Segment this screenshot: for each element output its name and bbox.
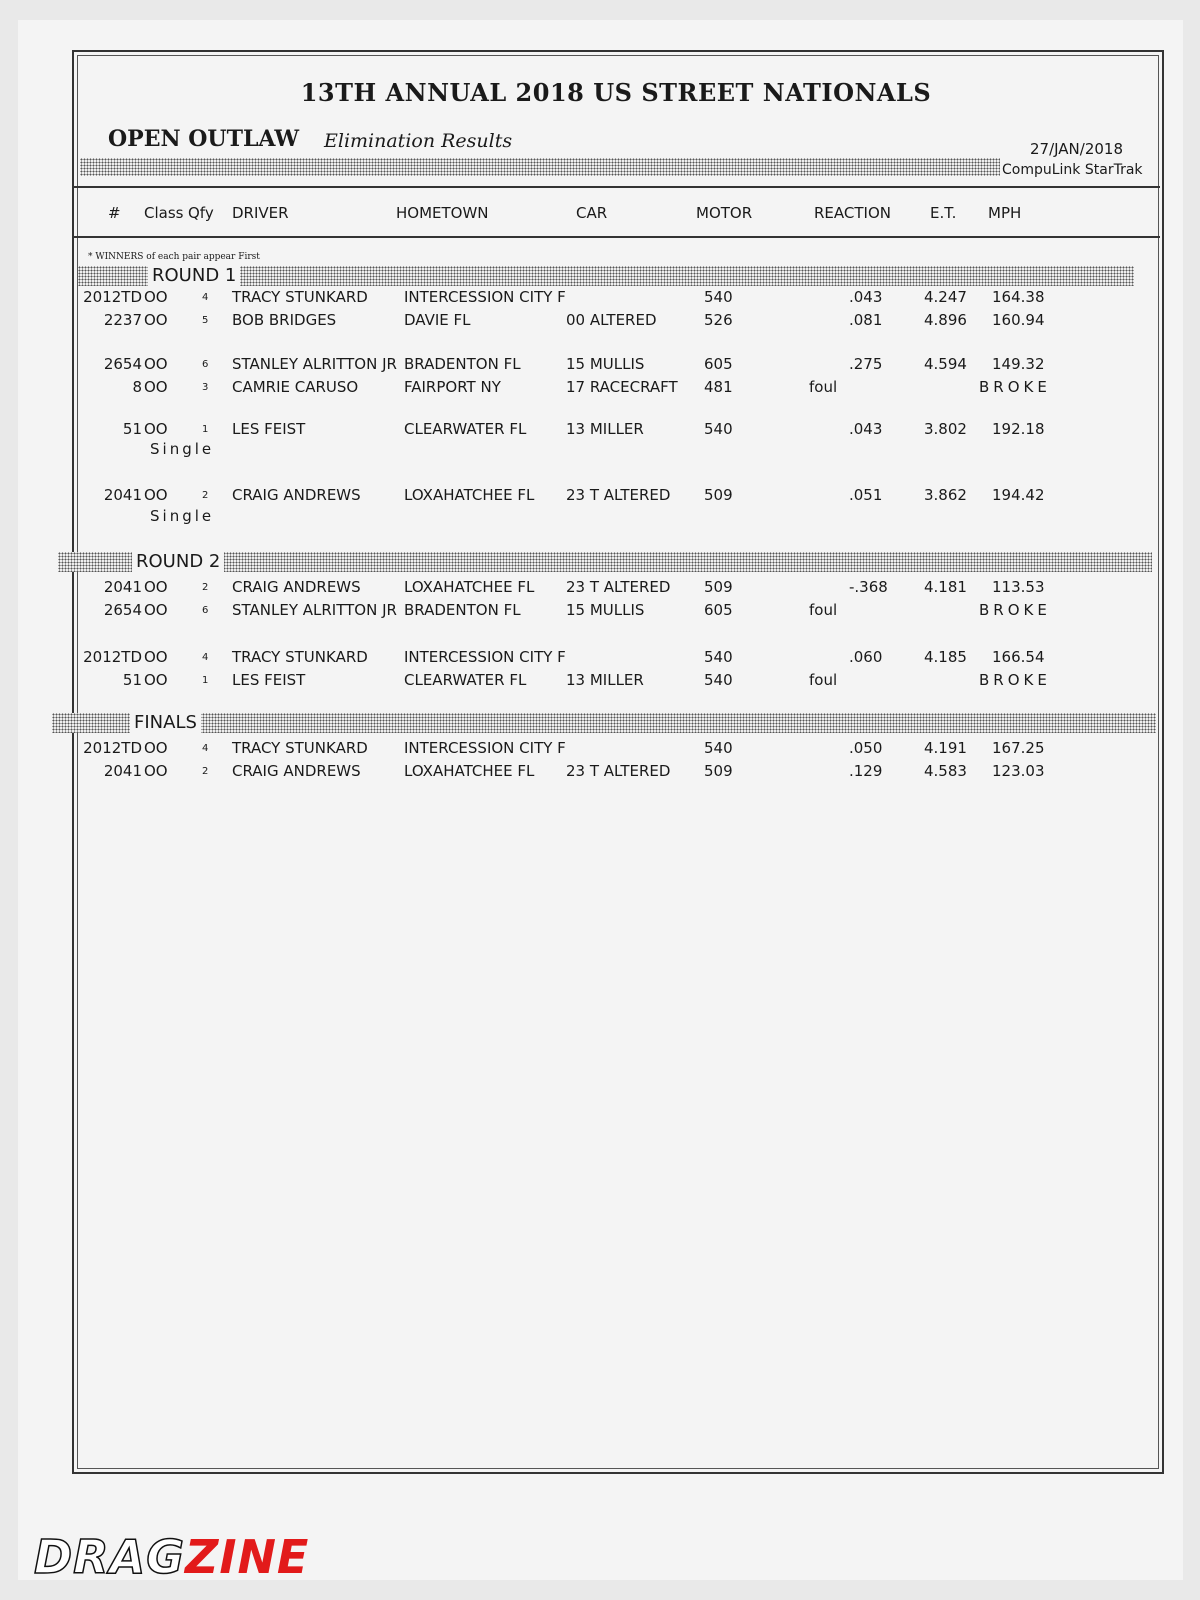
cell-et: 4.594 [924,355,967,373]
cell-num: 2012TD [83,739,142,757]
cell-hometown: LOXAHATCHEE FL [404,578,535,596]
cell-car: 23 T ALTERED [566,486,671,504]
cell-reaction: .050 [849,739,883,757]
cell-car: 00 ALTERED [566,311,657,329]
cell-hometown: BRADENTON FL [404,355,521,373]
event-date: 27/JAN/2018 [1030,140,1124,158]
cell-et: 3.802 [924,420,967,438]
cell-reaction: .129 [849,762,883,780]
cell-motor: 509 [704,762,733,780]
cell-broke: BROKE [979,671,1051,689]
col-qfy: Qfy [188,204,214,222]
col-mph: MPH [988,204,1022,222]
cell-mph: 113.53 [992,578,1045,596]
result-row [74,671,1160,693]
class-name: OPEN OUTLAW [108,126,300,152]
col-num: # [108,204,121,222]
col-class: Class [144,204,184,222]
cell-et: 4.191 [924,739,967,757]
cell-num: 2654 [103,601,142,619]
cell-num: 2012TD [83,288,142,306]
cell-motor: 540 [704,671,733,689]
cell-car: 17 RACECRAFT [566,378,678,396]
cell-qfy: 1 [202,424,209,435]
round-label: FINALS [130,713,201,733]
cell-motor: 540 [704,739,733,757]
col-reaction: REACTION [814,204,891,222]
cell-driver: BOB BRIDGES [232,311,337,329]
col-driver: DRIVER [232,204,289,222]
cell-num: 2041 [103,762,142,780]
cell-et: 4.583 [924,762,967,780]
cell-motor: 540 [704,648,733,666]
result-row [74,311,1160,333]
cell-motor: 540 [704,288,733,306]
results-subtitle: Elimination Results [324,130,513,152]
logo-part-zine: ZINE [184,1530,310,1584]
cell-hometown: CLEARWATER FL [404,671,527,689]
bleed-through-text [40,820,1120,1420]
cell-et: 4.247 [924,288,967,306]
cell-hometown: FAIRPORT NY [404,378,501,396]
col-car: CAR [576,204,608,222]
cell-class: OO [144,378,168,396]
cell-reaction: .081 [849,311,883,329]
cell-qfy: 4 [202,652,209,663]
round-divider [52,713,1156,733]
cell-class: OO [144,420,168,438]
cell-car: 23 T ALTERED [566,578,671,596]
result-row [74,762,1160,784]
cell-et: 4.896 [924,311,967,329]
cell-hometown: LOXAHATCHEE FL [404,762,535,780]
cell-driver: TRACY STUNKARD [232,739,368,757]
cell-class: OO [144,486,168,504]
result-row [74,355,1160,377]
cell-car: 23 T ALTERED [566,762,671,780]
cell-motor: 509 [704,578,733,596]
cell-car: 13 MILLER [566,420,644,438]
cell-mph: 167.25 [992,739,1045,757]
header-dot-band [80,158,1000,176]
cell-broke: BROKE [979,378,1051,396]
cell-qfy: 3 [202,382,209,393]
cell-num: 8 [132,378,142,396]
cell-flag: foul [809,378,838,396]
round-label: ROUND 1 [148,266,240,286]
cell-class: OO [144,311,168,329]
cell-qfy: 2 [202,490,209,501]
cell-qfy: 4 [202,743,209,754]
cell-qfy: 5 [202,315,209,326]
result-row [74,739,1160,761]
single-run-label: Single [150,440,215,458]
cell-flag: foul [809,601,838,619]
cell-mph: 166.54 [992,648,1045,666]
single-run-label: Single [150,507,215,525]
cell-qfy: 6 [202,605,209,616]
cell-num: 2654 [103,355,142,373]
cell-motor: 526 [704,311,733,329]
cell-motor: 605 [704,355,733,373]
cell-hometown: INTERCESSION CITY F [404,739,566,757]
dragzine-logo [34,1530,309,1584]
cell-hometown: INTERCESSION CITY F [404,648,566,666]
cell-motor: 509 [704,486,733,504]
cell-driver: STANLEY ALRITTON JR [232,601,397,619]
result-row [74,578,1160,600]
result-row [74,486,1160,508]
cell-driver: CRAIG ANDREWS [232,762,361,780]
cell-num: 2041 [103,578,142,596]
cell-driver: LES FEIST [232,420,306,438]
cell-motor: 540 [704,420,733,438]
cell-hometown: BRADENTON FL [404,601,521,619]
cell-driver: TRACY STUNKARD [232,288,368,306]
result-row [74,648,1160,670]
cell-class: OO [144,648,168,666]
cell-motor: 605 [704,601,733,619]
cell-class: OO [144,578,168,596]
cell-hometown: INTERCESSION CITY F [404,288,566,306]
cell-et: 4.181 [924,578,967,596]
cell-driver: TRACY STUNKARD [232,648,368,666]
col-hometown: HOMETOWN [396,204,489,222]
cell-reaction: .275 [849,355,883,373]
cell-num: 2041 [103,486,142,504]
cell-hometown: CLEARWATER FL [404,420,527,438]
cell-class: OO [144,288,168,306]
cell-driver: CRAIG ANDREWS [232,486,361,504]
cell-broke: BROKE [979,601,1051,619]
cell-mph: 192.18 [992,420,1045,438]
result-row [74,378,1160,400]
column-headers [74,204,1160,224]
result-row [74,601,1160,623]
cell-flag: foul [809,671,838,689]
cell-class: OO [144,671,168,689]
cell-reaction: .060 [849,648,883,666]
cell-qfy: 2 [202,582,209,593]
result-row [74,288,1160,310]
logo-part-drag: DRAG [34,1530,185,1584]
cell-num: 2237 [103,311,142,329]
timing-software: CompuLink StarTrak [1002,162,1143,178]
cell-et: 3.862 [924,486,967,504]
col-motor: MOTOR [696,204,753,222]
cell-driver: CRAIG ANDREWS [232,578,361,596]
cell-reaction: -.368 [849,578,888,596]
winners-note: * WINNERS of each pair appear First [88,252,260,262]
result-row [74,420,1160,442]
cell-driver: STANLEY ALRITTON JR [232,355,397,373]
cell-reaction: .043 [849,288,883,306]
cell-car: 15 MULLIS [566,355,645,373]
cell-et: 4.185 [924,648,967,666]
document-title: 13TH ANNUAL 2018 US STREET NATIONALS [300,78,932,107]
cell-qfy: 1 [202,675,209,686]
cell-mph: 149.32 [992,355,1045,373]
cell-reaction: .051 [849,486,883,504]
header-rule-bottom [74,236,1160,238]
col-et: E.T. [930,204,957,222]
cell-qfy: 2 [202,766,209,777]
cell-class: OO [144,739,168,757]
cell-reaction: .043 [849,420,883,438]
round-label: ROUND 2 [132,552,224,572]
cell-mph: 160.94 [992,311,1045,329]
cell-hometown: LOXAHATCHEE FL [404,486,535,504]
cell-motor: 481 [704,378,733,396]
cell-mph: 123.03 [992,762,1045,780]
cell-class: OO [144,355,168,373]
round-divider [78,266,1134,286]
cell-car: 13 MILLER [566,671,644,689]
cell-driver: LES FEIST [232,671,306,689]
cell-mph: 164.38 [992,288,1045,306]
cell-mph: 194.42 [992,486,1045,504]
cell-num: 51 [122,420,142,438]
cell-qfy: 4 [202,292,209,303]
cell-num: 51 [122,671,142,689]
cell-num: 2012TD [83,648,142,666]
cell-car: 15 MULLIS [566,601,645,619]
cell-qfy: 6 [202,359,209,370]
cell-class: OO [144,601,168,619]
cell-driver: CAMRIE CARUSO [232,378,359,396]
round-divider [58,552,1152,572]
header-rule-top [74,186,1160,188]
cell-class: OO [144,762,168,780]
cell-hometown: DAVIE FL [404,311,471,329]
